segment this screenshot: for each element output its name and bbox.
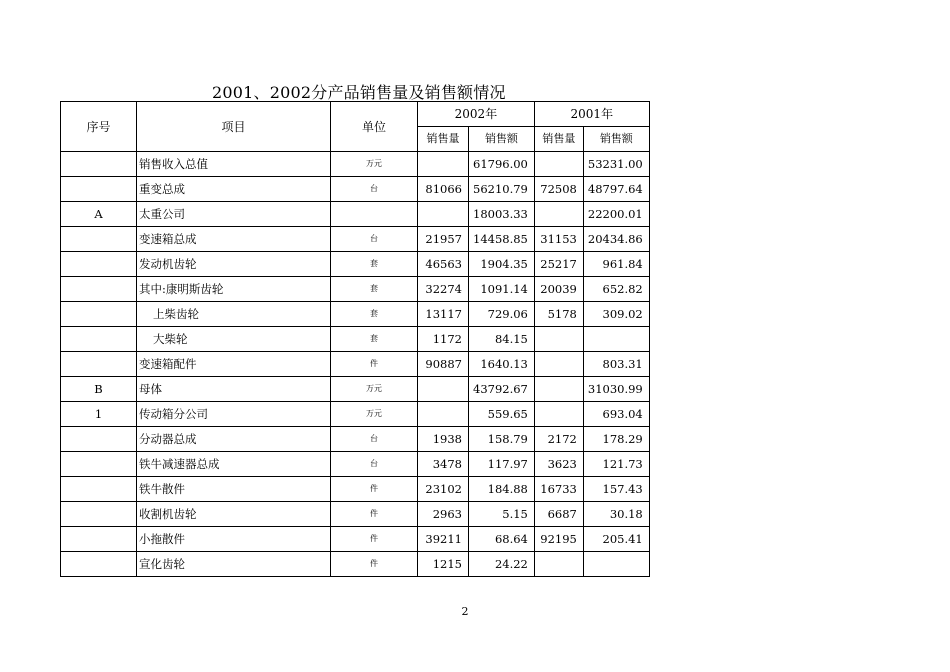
- row-qty-2002: 2963: [418, 502, 469, 527]
- row-item: 铁牛散件: [137, 477, 331, 502]
- row-qty-2002: 23102: [418, 477, 469, 502]
- row-seq: [61, 327, 137, 352]
- row-amount-2002: 14458.85: [469, 227, 535, 252]
- row-qty-2002: 1172: [418, 327, 469, 352]
- table-row: [61, 152, 650, 177]
- row-seq: [61, 152, 137, 177]
- table-row: [61, 277, 650, 302]
- header-item: 项目: [137, 102, 331, 152]
- row-qty-2002: 81066: [418, 177, 469, 202]
- row-seq: [61, 427, 137, 452]
- row-amount-2002: 117.97: [469, 452, 535, 477]
- row-qty-2001: 72508: [534, 177, 583, 202]
- row-amount-2002: 158.79: [469, 427, 535, 452]
- row-item: 铁牛减速器总成: [137, 452, 331, 477]
- row-item: 太重公司: [137, 202, 331, 227]
- row-amount-2001: 205.41: [583, 527, 649, 552]
- row-qty-2002: 1938: [418, 427, 469, 452]
- header-qty-2001: 销售量: [534, 127, 583, 152]
- row-unit: 台: [331, 177, 418, 202]
- table-row: [61, 227, 650, 252]
- header-row-1: [61, 102, 650, 127]
- row-unit: 台: [331, 227, 418, 252]
- row-unit: 件: [331, 527, 418, 552]
- table-row: [61, 302, 650, 327]
- row-item: 发动机齿轮: [137, 252, 331, 277]
- row-amount-2001: 961.84: [583, 252, 649, 277]
- row-item: 传动箱分公司: [137, 402, 331, 427]
- row-amount-2002: 729.06: [469, 302, 535, 327]
- row-amount-2002: 18003.33: [469, 202, 535, 227]
- row-amount-2002: 1091.14: [469, 277, 535, 302]
- row-qty-2001: 20039: [534, 277, 583, 302]
- table-row: [61, 327, 650, 352]
- row-qty-2001: [534, 352, 583, 377]
- row-item: 收割机齿轮: [137, 502, 331, 527]
- row-qty-2001: [534, 402, 583, 427]
- row-seq: [61, 302, 137, 327]
- row-item: 宣化齿轮: [137, 552, 331, 577]
- header-unit: 单位: [331, 102, 418, 152]
- row-qty-2001: [534, 377, 583, 402]
- row-amount-2002: 43792.67: [469, 377, 535, 402]
- row-unit: 台: [331, 452, 418, 477]
- row-qty-2001: 16733: [534, 477, 583, 502]
- row-qty-2002: 21957: [418, 227, 469, 252]
- row-seq: 1: [61, 402, 137, 427]
- row-amount-2001: 652.82: [583, 277, 649, 302]
- header-amount-2002: 销售额: [469, 127, 535, 152]
- row-qty-2001: 5178: [534, 302, 583, 327]
- row-qty-2001: 3623: [534, 452, 583, 477]
- row-unit: [331, 202, 418, 227]
- row-qty-2001: [534, 327, 583, 352]
- row-unit: 件: [331, 552, 418, 577]
- table-row: [61, 202, 650, 227]
- header-year-2002: 2002年: [418, 102, 535, 127]
- row-item: 变速箱配件: [137, 352, 331, 377]
- row-amount-2002: 1904.35: [469, 252, 535, 277]
- row-unit: 万元: [331, 402, 418, 427]
- row-amount-2001: 309.02: [583, 302, 649, 327]
- row-amount-2002: 24.22: [469, 552, 535, 577]
- row-amount-2001: 53231.00: [583, 152, 649, 177]
- row-seq: B: [61, 377, 137, 402]
- row-qty-2001: 6687: [534, 502, 583, 527]
- table-row: [61, 402, 650, 427]
- row-amount-2001: 121.73: [583, 452, 649, 477]
- row-unit: 套: [331, 327, 418, 352]
- table-row: [61, 177, 650, 202]
- row-item: 母体: [137, 377, 331, 402]
- row-amount-2001: 157.43: [583, 477, 649, 502]
- row-amount-2001: [583, 552, 649, 577]
- row-qty-2002: [418, 202, 469, 227]
- row-qty-2001: 92195: [534, 527, 583, 552]
- row-qty-2001: 2172: [534, 427, 583, 452]
- row-unit: 套: [331, 252, 418, 277]
- row-amount-2002: 5.15: [469, 502, 535, 527]
- row-qty-2002: 32274: [418, 277, 469, 302]
- table-row: [61, 477, 650, 502]
- row-qty-2002: 1215: [418, 552, 469, 577]
- row-qty-2001: 25217: [534, 252, 583, 277]
- row-seq: [61, 452, 137, 477]
- row-amount-2002: 184.88: [469, 477, 535, 502]
- row-amount-2001: 31030.99: [583, 377, 649, 402]
- row-amount-2001: 803.31: [583, 352, 649, 377]
- row-item: 变速箱总成: [137, 227, 331, 252]
- row-seq: [61, 352, 137, 377]
- row-qty-2002: [418, 152, 469, 177]
- row-amount-2001: 178.29: [583, 427, 649, 452]
- row-qty-2002: 90887: [418, 352, 469, 377]
- row-amount-2002: 84.15: [469, 327, 535, 352]
- table-row: [61, 352, 650, 377]
- header-amount-2001: 销售额: [583, 127, 649, 152]
- row-amount-2002: 559.65: [469, 402, 535, 427]
- row-seq: [61, 477, 137, 502]
- row-qty-2002: 46563: [418, 252, 469, 277]
- row-seq: [61, 227, 137, 252]
- row-unit: 件: [331, 477, 418, 502]
- row-item: 上柴齿轮: [137, 302, 331, 327]
- row-item: 小拖散件: [137, 527, 331, 552]
- row-seq: [61, 527, 137, 552]
- row-qty-2002: 13117: [418, 302, 469, 327]
- row-qty-2001: 31153: [534, 227, 583, 252]
- row-seq: [61, 277, 137, 302]
- sales-table: [60, 101, 650, 577]
- page-number: 2: [461, 605, 469, 618]
- row-amount-2002: 61796.00: [469, 152, 535, 177]
- table-row: [61, 252, 650, 277]
- row-qty-2002: [418, 402, 469, 427]
- table-row: [61, 527, 650, 552]
- row-qty-2002: 39211: [418, 527, 469, 552]
- row-qty-2002: [418, 377, 469, 402]
- row-item: 分动器总成: [137, 427, 331, 452]
- row-item: 重变总成: [137, 177, 331, 202]
- row-seq: A: [61, 202, 137, 227]
- row-seq: [61, 552, 137, 577]
- row-qty-2001: [534, 552, 583, 577]
- row-qty-2001: [534, 152, 583, 177]
- table-row: [61, 427, 650, 452]
- row-unit: 万元: [331, 377, 418, 402]
- row-amount-2001: 30.18: [583, 502, 649, 527]
- row-amount-2002: 68.64: [469, 527, 535, 552]
- row-unit: 套: [331, 302, 418, 327]
- row-qty-2001: [534, 202, 583, 227]
- row-item: 其中:康明斯齿轮: [137, 277, 331, 302]
- header-year-2001: 2001年: [534, 102, 649, 127]
- row-amount-2001: 22200.01: [583, 202, 649, 227]
- row-unit: 万元: [331, 152, 418, 177]
- row-seq: [61, 177, 137, 202]
- table-title: 2001、2002分产品销售量及销售额情况: [212, 83, 506, 102]
- row-amount-2001: 693.04: [583, 402, 649, 427]
- row-amount-2002: 1640.13: [469, 352, 535, 377]
- header-seq: 序号: [61, 102, 137, 152]
- row-amount-2001: [583, 327, 649, 352]
- row-amount-2002: 56210.79: [469, 177, 535, 202]
- row-seq: [61, 252, 137, 277]
- row-unit: 件: [331, 352, 418, 377]
- row-item: 销售收入总值: [137, 152, 331, 177]
- row-amount-2001: 20434.86: [583, 227, 649, 252]
- row-unit: 台: [331, 427, 418, 452]
- table-row: [61, 552, 650, 577]
- row-seq: [61, 502, 137, 527]
- row-item: 大柴轮: [137, 327, 331, 352]
- table-row: [61, 377, 650, 402]
- row-amount-2001: 48797.64: [583, 177, 649, 202]
- row-unit: 套: [331, 277, 418, 302]
- table-row: [61, 452, 650, 477]
- row-qty-2002: 3478: [418, 452, 469, 477]
- row-unit: 件: [331, 502, 418, 527]
- table-row: [61, 502, 650, 527]
- header-qty-2002: 销售量: [418, 127, 469, 152]
